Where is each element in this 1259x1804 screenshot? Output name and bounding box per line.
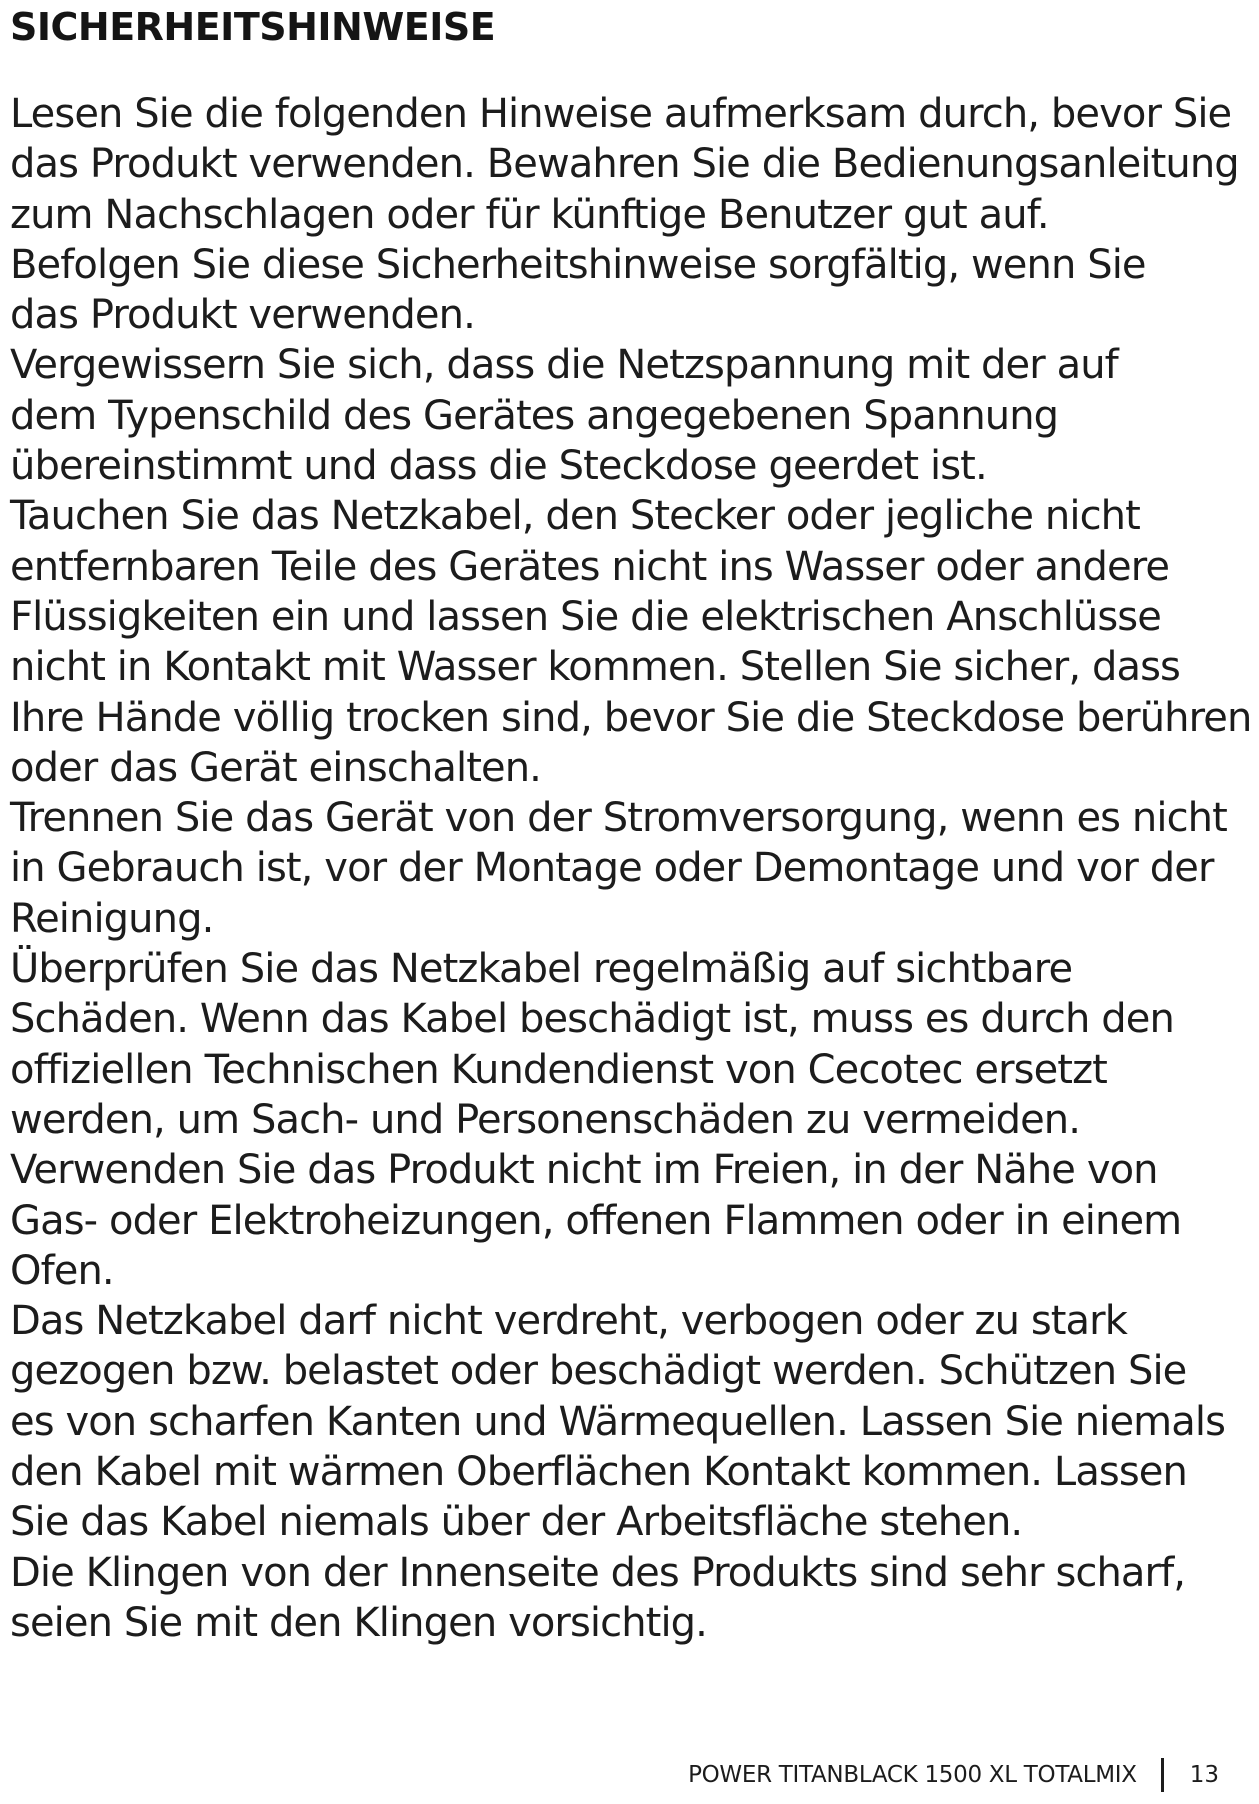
text-line: Reinigung. <box>10 895 214 942</box>
text-line: oder das Gerät einschalten. <box>10 744 541 791</box>
text-line: offiziellen Technischen Kundendienst von Cecotec ersetzt <box>10 1046 1107 1093</box>
text-line: Ofen. <box>10 1247 114 1294</box>
text-line: in Gebrauch ist, vor der Montage oder Demontage und vor der <box>10 845 1214 892</box>
page-footer <box>688 1758 1219 1792</box>
text-line: das Produkt verwenden. <box>10 292 475 339</box>
text-line: Vergewissern Sie sich, dass die Netzspannung mit der auf <box>10 342 1118 389</box>
page-title: SICHERHEITSHINWEISE <box>10 5 496 49</box>
safety-instructions-text <box>10 89 1250 1648</box>
text-line: dem Typenschild des Gerätes angegebenen Spannung <box>10 392 1059 439</box>
text-line: Flüssigkeiten ein und lassen Sie die elektrischen Anschlüsse <box>10 593 1161 640</box>
text-line: übereinstimmt und dass die Steckdose geerdet ist. <box>10 443 987 490</box>
text-line: Schäden. Wenn das Kabel beschädigt ist, muss es durch den <box>10 996 1174 1043</box>
text-line: es von scharfen Kanten und Wärmequellen. Lassen Sie niemals <box>10 1398 1226 1445</box>
text-line: werden, um Sach- und Personenschäden zu vermeiden. <box>10 1096 1081 1143</box>
text-line: Überprüfen Sie das Netzkabel regelmäßig auf sichtbare <box>10 946 1073 993</box>
text-line: gezogen bzw. belastet oder beschädigt werden. Schützen Sie <box>10 1348 1187 1395</box>
text-line: Befolgen Sie diese Sicherheitshinweise sorgfältig, wenn Sie <box>10 241 1146 288</box>
text-line: Lesen Sie die folgenden Hinweise aufmerksam durch, bevor Sie <box>10 91 1232 137</box>
text-line: Ihre Hände völlig trocken sind, bevor Sie die Steckdose berühren <box>10 694 1252 741</box>
text-line: Trennen Sie das Gerät von der Stromversorgung, wenn es nicht <box>10 795 1227 842</box>
text-line: Sie das Kabel niemals über der Arbeitsfläche stehen. <box>10 1499 1023 1546</box>
text-line: zum Nachschlagen oder für künftige Benutzer gut auf. <box>10 191 1049 238</box>
text-line: Gas- oder Elektroheizungen, offenen Flammen oder in einem <box>10 1197 1182 1244</box>
text-line: Das Netzkabel darf nicht verdreht, verbogen oder zu stark <box>10 1298 1127 1345</box>
page-number: 13 <box>1189 1762 1219 1788</box>
footer-divider <box>1161 1758 1164 1792</box>
text-line: den Kabel mit wärmen Oberflächen Kontakt kommen. Lassen <box>10 1449 1187 1496</box>
text-line: entfernbaren Teile des Gerätes nicht ins Wasser oder andere <box>10 543 1170 590</box>
text-line: seien Sie mit den Klingen vorsichtig. <box>10 1599 707 1646</box>
footer-product-name: POWER TITANBLACK 1500 XL TOTALMIX <box>688 1762 1137 1788</box>
text-line: nicht in Kontakt mit Wasser kommen. Stellen Sie sicher, dass <box>10 644 1180 691</box>
text-line: Verwenden Sie das Produkt nicht im Freien, in der Nähe von <box>10 1147 1158 1194</box>
text-line: Tauchen Sie das Netzkabel, den Stecker oder jegliche nicht <box>10 493 1140 540</box>
text-line: das Produkt verwenden. Bewahren Sie die Bedienungsanleitung <box>10 141 1239 188</box>
text-line: Die Klingen von der Innenseite des Produkts sind sehr scharf, <box>10 1549 1186 1596</box>
